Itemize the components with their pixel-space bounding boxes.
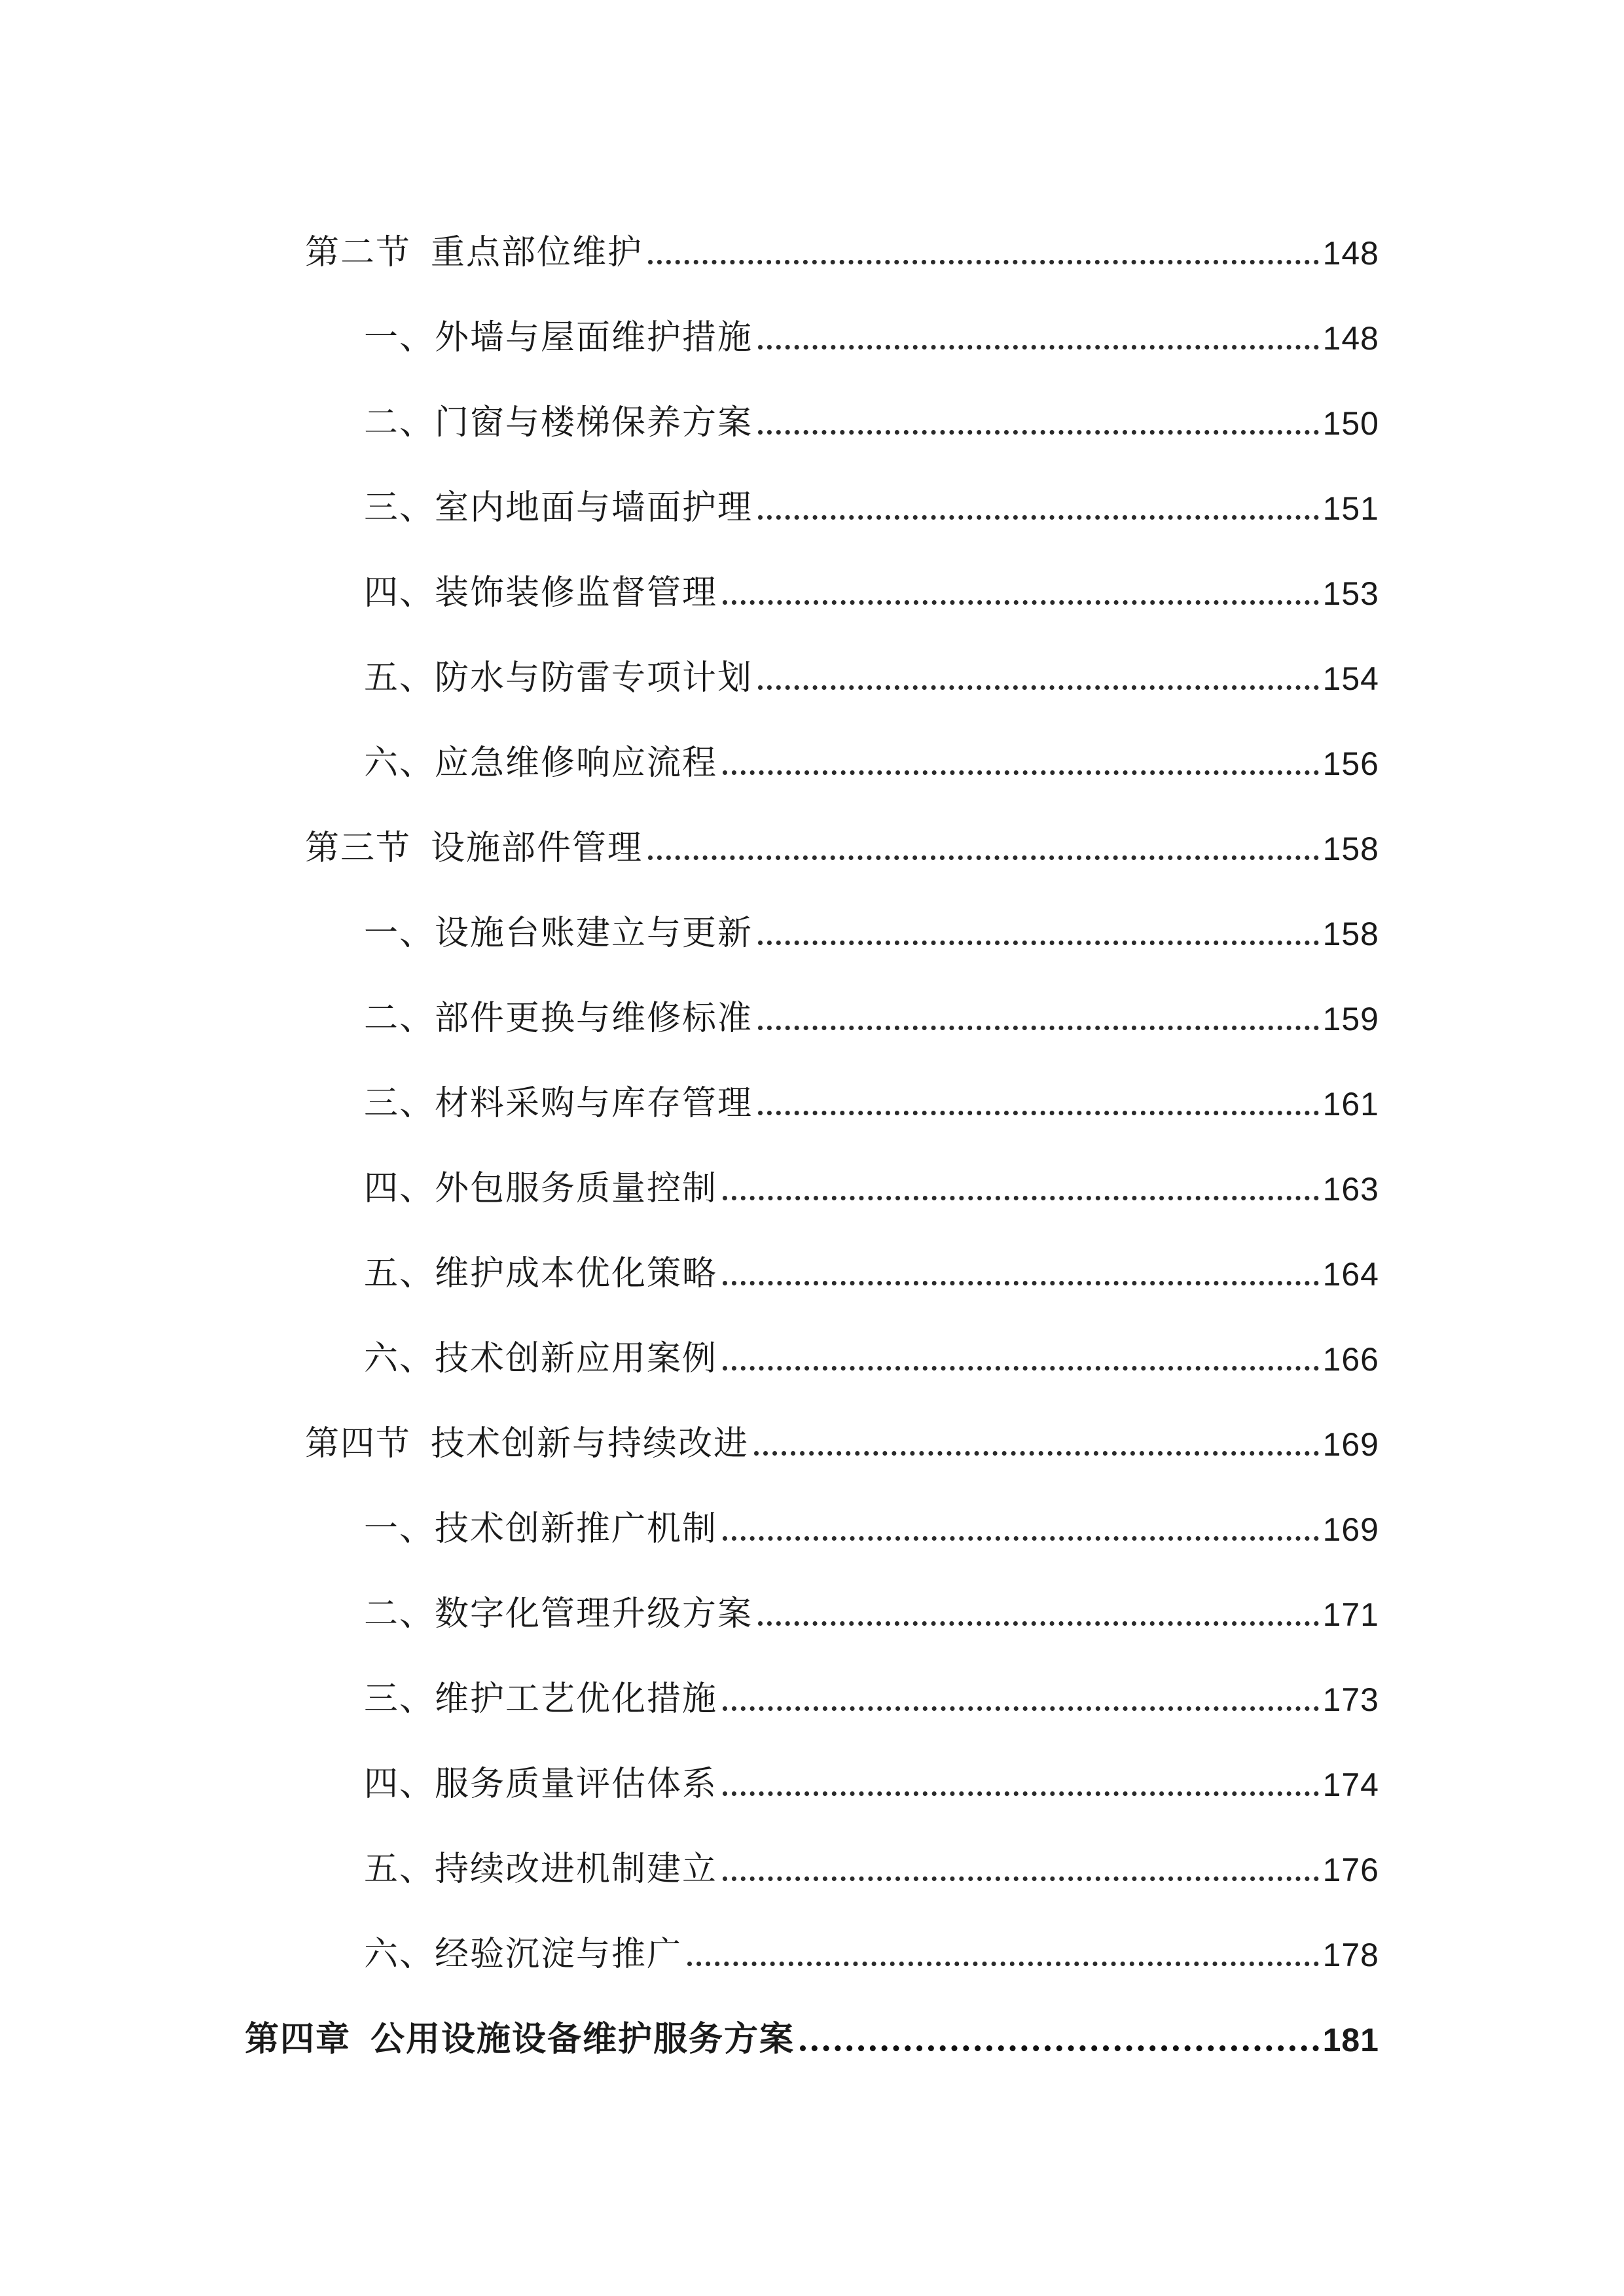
toc-entry-title: 一、技术创新推广机制	[364, 1509, 718, 1549]
toc-entry[interactable]	[364, 1049, 1379, 1121]
dot-leader	[723, 1706, 1319, 1711]
toc-entry[interactable]	[364, 1559, 1379, 1634]
toc-entry-title: 二、部件更换与维修标准	[364, 999, 753, 1038]
toc-entry[interactable]	[364, 878, 1379, 953]
toc-entry-title: 一、外墙与屋面维护措施	[364, 318, 753, 357]
dot-leader	[687, 1962, 1319, 1966]
toc-entry-page: 151	[1322, 490, 1379, 527]
toc-entry[interactable]	[364, 1814, 1379, 1889]
toc-entry-title: 第四节 技术创新与持续改进	[305, 1424, 749, 1463]
dot-leader	[723, 770, 1319, 775]
dot-leader	[754, 1451, 1319, 1456]
dot-leader	[758, 685, 1319, 690]
dot-leader	[758, 941, 1319, 945]
toc-entry-page: 178	[1322, 1937, 1379, 1973]
dot-leader	[723, 1876, 1319, 1881]
toc-entry-page: 158	[1322, 916, 1379, 952]
toc-entry[interactable]	[364, 1644, 1379, 1719]
toc-entry-page: 159	[1322, 1001, 1379, 1037]
toc-entry[interactable]	[364, 963, 1379, 1038]
dot-leader	[723, 1281, 1319, 1285]
toc-entry-page: 169	[1322, 1511, 1379, 1548]
toc-entry-page: 158	[1322, 831, 1379, 867]
toc-entry-section-2[interactable]	[305, 198, 1379, 270]
dot-leader	[758, 1621, 1319, 1626]
dot-leader	[758, 345, 1319, 350]
toc-entry-chapter-4[interactable]	[245, 1984, 1379, 2059]
dot-leader	[723, 1536, 1319, 1541]
dot-leader	[723, 1791, 1319, 1796]
toc-entry-title: 第二节 重点部位维护	[305, 233, 643, 272]
dot-leader	[758, 515, 1319, 520]
toc-entry-page: 148	[1322, 235, 1379, 272]
dot-leader	[800, 2045, 1319, 2051]
toc-entry-page: 169	[1322, 1426, 1379, 1463]
toc-entry[interactable]	[364, 1899, 1379, 1974]
toc-entry-page: 153	[1322, 575, 1379, 612]
toc-entry-title: 第三节 设施部件管理	[305, 829, 643, 868]
dot-leader	[758, 430, 1319, 435]
dot-leader	[758, 1026, 1319, 1030]
toc-entry-title: 六、经验沉淀与推广	[364, 1935, 683, 1974]
toc-entry-title: 四、服务质量评估体系	[364, 1765, 718, 1804]
toc-entry-page: 161	[1322, 1086, 1379, 1122]
toc-entry-page: 164	[1322, 1256, 1379, 1293]
dot-leader	[758, 1111, 1319, 1115]
toc-entry[interactable]	[364, 453, 1379, 528]
toc-entry[interactable]	[364, 708, 1379, 783]
toc-entry-section-4[interactable]	[305, 1389, 1379, 1461]
dot-leader	[723, 1366, 1319, 1371]
toc-entry[interactable]	[364, 538, 1379, 613]
toc-entry-page: 176	[1322, 1852, 1379, 1888]
toc-entry-title: 四、装饰装修监督管理	[364, 573, 718, 613]
toc-entry-page: 166	[1322, 1341, 1379, 1378]
toc-entry-page: 148	[1322, 320, 1379, 357]
toc-entry-title: 三、室内地面与墙面护理	[364, 488, 753, 528]
dot-leader	[723, 600, 1319, 605]
dot-leader	[648, 260, 1319, 264]
toc-entry-page: 156	[1322, 745, 1379, 782]
toc-entry-title: 六、技术创新应用案例	[364, 1339, 718, 1378]
toc-entry-title: 五、持续改进机制建立	[364, 1850, 718, 1889]
toc-entry-title: 五、维护成本优化策略	[364, 1254, 718, 1293]
toc-entry-page: 154	[1322, 660, 1379, 697]
toc-entry[interactable]	[364, 1219, 1379, 1291]
toc-entry-page: 181	[1322, 2022, 1379, 2058]
toc-entry-title: 五、防水与防雷专项计划	[364, 658, 753, 698]
toc-entry-title: 六、应急维修响应流程	[364, 744, 718, 783]
dot-leader	[723, 1196, 1319, 1200]
toc-entry-section-3[interactable]	[305, 793, 1379, 868]
toc-entry-page: 150	[1322, 405, 1379, 442]
toc-entry[interactable]	[364, 1304, 1379, 1376]
toc-entry-title: 二、门窗与楼梯保养方案	[364, 403, 753, 442]
toc-entry-title: 三、材料采购与库存管理	[364, 1084, 753, 1123]
toc-entry[interactable]	[364, 1729, 1379, 1804]
toc-entry-page: 174	[1322, 1767, 1379, 1803]
toc-entry[interactable]	[364, 1474, 1379, 1549]
toc-entry-page: 171	[1322, 1596, 1379, 1633]
toc-entry[interactable]	[364, 283, 1379, 355]
dot-leader	[648, 855, 1319, 860]
toc-entry-page: 173	[1322, 1681, 1379, 1718]
toc-entry-title: 二、数字化管理升级方案	[364, 1594, 753, 1634]
toc-entry[interactable]	[364, 368, 1379, 440]
toc-entry-title: 第四章 公用设施设备维护服务方案	[245, 2019, 795, 2059]
toc-entry-title: 四、外包服务质量控制	[364, 1169, 718, 1208]
toc-entry-page: 163	[1322, 1171, 1379, 1208]
toc-entry-title: 一、设施台账建立与更新	[364, 914, 753, 953]
toc-entry[interactable]	[364, 623, 1379, 698]
toc-entry[interactable]	[364, 1134, 1379, 1206]
toc-entry-title: 三、维护工艺优化措施	[364, 1679, 718, 1719]
